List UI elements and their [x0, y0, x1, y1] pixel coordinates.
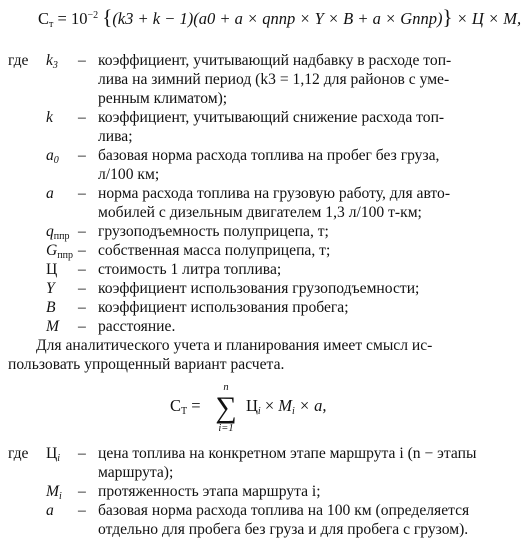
formula-lhs: С — [38, 9, 50, 28]
formula-exponent: −2 — [87, 10, 99, 21]
sum-lower-limit: i=1 — [218, 423, 234, 434]
formula-eq: = 10 — [57, 9, 88, 28]
document-page: $С_т = 10^{-2}$ {(k3 + k − 1)(a0 + a × qппр × Y × B + a × Gппр)} × Ц × M, где $k_3$ – коэффициент, учитывающий надбавку в расходе топ- лива на зимний период (k3 = 1,12 для районов с уме- ренным климатом); k – коэффициент, учитывающий снижение расхода топ- лива; $a_0$ – базовая норма расхода топлива на пробег без груза, л/100 км; a – норма расхода топлива на грузовую работу, для авто- мобилей с дизельным двигателем 1,3 л/100 т-км; $q_{ппр}$ – грузоподъемность полуприцепа, т; $G_{ппр}$ – собственная масса полуприцепа, т; Ц – стоимость 1 литра топлива; Y – коэффициент использования грузоподъемности; B – коэффициент использования пробега; M – расстояние. Для аналитического учета и планирования имеет смысл ис- пользовать упрощенный вариант расчета. $С_Т$ = n ∑ i=1 $Ц_i \times M_i \times a$, где $Ц_i$ – цена топлива на конкретном этапе маршрута i (n − этапы маршрута); $M_i$ – протяженность этапа маршрута i; a – базовая норма расхода топлива на 100 км (определяется отдельно для пробега без груза и для пробега с грузом). — [8, 5, 521, 538]
where-label-2: где — [8, 445, 29, 462]
main-formula — [38, 5, 521, 30]
where-label-1: где — [8, 52, 29, 69]
formula-lhs-subscript: т — [49, 19, 54, 30]
simplified-formula-body: $Ц_i \times M_i \times a$, — [246, 396, 327, 417]
definition-symbol: $k_3$ — [46, 52, 58, 71]
summation-sign — [206, 382, 246, 434]
formula-tail: × Ц × M, — [456, 9, 521, 28]
paragraph-line-2: пользовать упрощенный вариант расчета. — [8, 356, 285, 373]
formula-close-brace: } — [442, 5, 453, 29]
formula-body: (k3 + k − 1)(a0 + a × qппр × Y × B + a × Gппр) — [112, 9, 443, 28]
paragraph-line-1: Для аналитического учета и планирования имеет смысл ис- — [36, 337, 433, 354]
sum-upper-limit: n — [223, 382, 229, 393]
formula-open-brace: { — [102, 5, 113, 29]
simplified-formula-lhs: $С_Т$ = — [170, 396, 201, 417]
sigma-icon: ∑ — [215, 391, 237, 424]
